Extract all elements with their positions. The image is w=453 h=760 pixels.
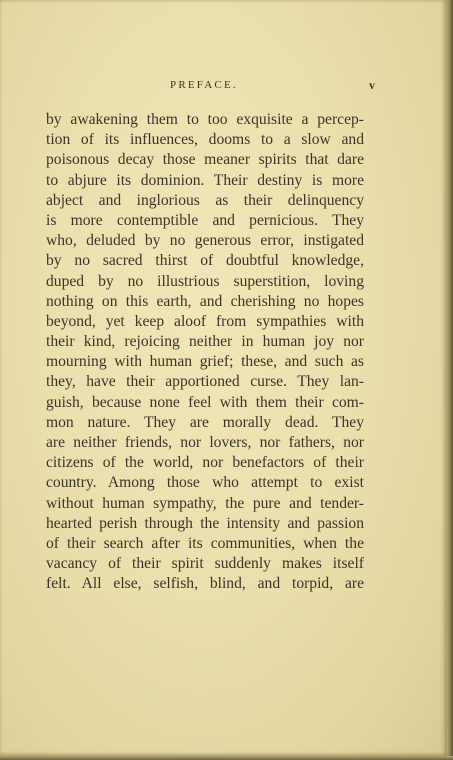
running-head: PREFACE. [170,79,238,91]
text-line: country. Among those who attempt to exist [46,474,364,492]
text-line: hearted perish through the intensity and passion [46,514,364,532]
page-header [45,79,375,95]
text-line: are neither friends, nor lovers, nor fathers, nor [46,434,364,451]
text-line: felt. All else, selfish, blind, and torpid, are [46,575,364,593]
page-number: v [369,78,375,92]
text-line: mon nature. They are morally dead. They [46,413,364,431]
page-edge [447,0,453,760]
text-line: duped by no illustrious superstition, loving [46,272,364,290]
page-bottom-edge [0,756,453,760]
text-line: poisonous decay those meaner spirits that dare [46,151,364,169]
body-text [46,110,364,595]
text-line: abject and inglorious as their delinquency [46,191,364,209]
text-line: vacancy of their spirit suddenly makes itself [46,555,364,573]
text-line: tion of its influences, dooms to a slow and [46,131,364,149]
text-line: their kind, rejoicing neither in human joy nor [46,333,364,351]
text-line: beyond, yet keep aloof from sympathies with [46,312,364,330]
text-line: is more contemptible and pernicious. They [46,211,364,229]
text-line: they, have their apportioned curse. They lan- [46,373,364,391]
text-line: to abjure its dominion. Their destiny is more [46,171,364,189]
text-line: mourning with human grief; these, and such as [46,353,364,371]
text-line: of their search after its communities, when the [46,534,364,552]
text-line: guish, because none feel with them their com- [46,393,364,411]
text-line: citizens of the world, nor benefactors of their [46,454,364,472]
text-line: by awakening them to too exquisite a percep- [46,111,364,128]
text-line: by no sacred thirst of doubtful knowledge, [46,252,364,270]
text-line: nothing on this earth, and cherishing no hopes [46,292,364,310]
text-line: who, deluded by no generous error, instigated [46,232,364,250]
text-line: without human sympathy, the pure and tender- [46,494,364,512]
